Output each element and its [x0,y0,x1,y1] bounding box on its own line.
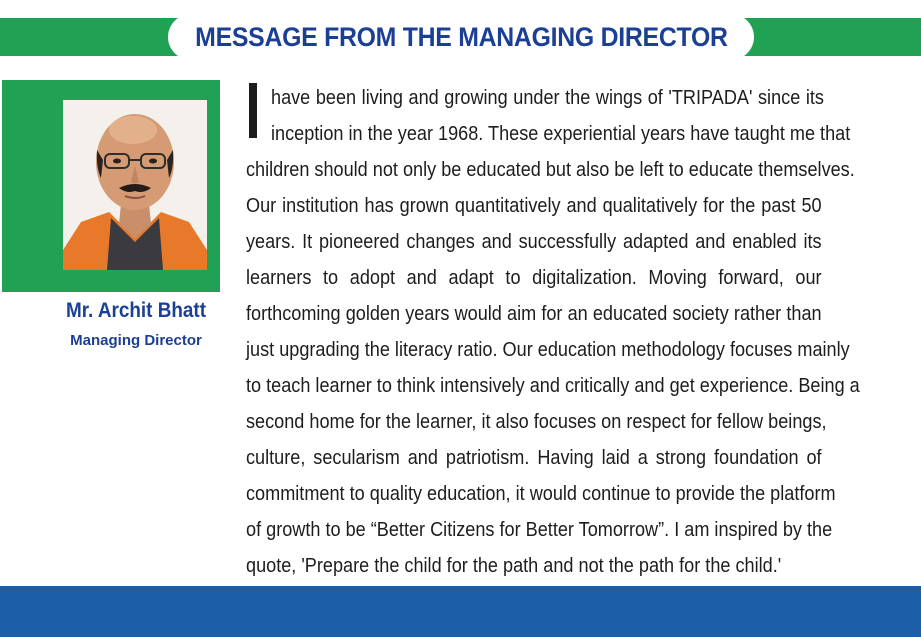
footer-band [0,586,921,637]
message-line: commitment to quality education, it would continue to provide the platform [246,483,836,505]
portrait-illustration [63,100,207,270]
message-line: of growth to be “Better Citizens for Better Tomorrow”. I am inspired by the [246,519,833,541]
message-body [246,80,882,580]
message-line: children should not only be educated but also be left to educate themselves. [246,159,855,181]
person-role: Managing Director [70,332,202,349]
header-pill [168,14,754,60]
message-line: years. It pioneered changes and successfully adapted and enabled its [246,231,822,253]
message-line: culture, secularism and patriotism. Having laid a strong foundation of [246,447,822,469]
message-line: learners to adopt and adapt to digitalization. Moving forward, our [246,267,822,289]
message-line: second home for the learner, it also focuses on respect for fellow beings, [246,411,827,433]
person-name: Mr. Archit Bhatt [65,299,207,322]
message-line: forthcoming golden years would aim for an educated society rather than [246,303,822,325]
message-line: have been living and growing under the wings of 'TRIPADA' since its [271,87,824,109]
message-line: Our institution has grown quantitatively and qualitatively for the past 50 [246,195,822,217]
message-line: to teach learner to think intensively and critically and get experience. Being a [246,375,860,397]
page-title: MESSAGE FROM THE MANAGING DIRECTOR [194,21,728,52]
portrait-photo [63,100,207,270]
message-line: inception in the year 1968. These experiential years have taught me that [271,123,851,145]
message-line: quote, 'Prepare the child for the path and not the path for the child.' [246,555,782,577]
message-line: just upgrading the literacy ratio. Our education methodology focuses mainly [246,339,850,361]
